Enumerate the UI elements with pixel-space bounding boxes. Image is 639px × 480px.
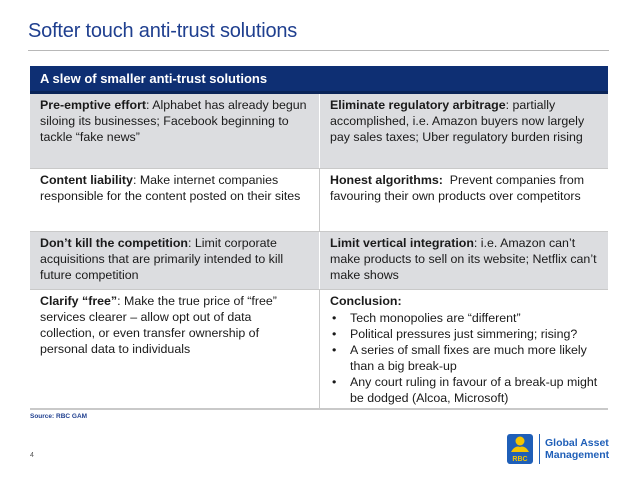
cell-lead: Honest algorithms: [330,173,443,187]
list-item: • Tech monopolies are “different” [330,310,598,326]
cell-lead: Don’t kill the competition [40,236,188,250]
table-cell-pre-emptive-effort [30,94,319,168]
cell-text: : Make internet companies responsible for the content posted on their sites [40,173,301,203]
table-cell-content-liability [30,169,319,231]
table-row [30,94,608,168]
table-row [30,168,608,232]
cell-lead: Pre-emptive effort [40,98,147,112]
cell-lead: Limit vertical integration [330,236,474,250]
rbc-lion-shield-icon [505,433,535,465]
cell-lead: Content liability [40,173,133,187]
logo-divider [539,434,540,464]
cell-text: : i.e. Amazon can’t make products to sell on its website; Netflix can’t make shows [330,236,597,282]
table-cell-conclusion [319,290,608,408]
table-cell-clarify-free [30,290,319,408]
list-item: • Political pressures just simmering; rising? [330,326,598,342]
cell-text: Prevent companies from favouring their own products over competitors [330,173,588,203]
logo-line-1: Global Asset [545,437,609,449]
cell-text: : Limit corporate acquisitions that are primarily intended to kill future competition [40,236,284,282]
cell-text: : Make the true price of “free” services clearer – allow opt out of data collection, or even transfer ownership of personal data to individuals [40,294,277,356]
cell-text: : Alphabet has already begun siloing its businesses; Facebook beginning to tackle “fake news” [40,98,307,144]
cell-lead: Eliminate regulatory arbitrage [330,98,506,112]
table-header: A slew of smaller anti-trust solutions [30,66,608,94]
page-number: 4 [30,452,34,459]
list-item: • Any court ruling in favour of a break-up might be dodged (Alcoa, Microsoft) [330,374,598,406]
rbc-gam-logo [505,432,615,466]
table-cell-regulatory-arbitrage [319,94,608,168]
list-item: • A series of small fixes are much more likely than a big break-up [330,342,598,374]
logo-wordmark [545,437,609,461]
table-cell-honest-algorithms [319,169,608,231]
logo-brand-mark: RBC [512,456,528,463]
conclusion-heading: Conclusion: [330,294,402,308]
solutions-table [30,66,608,409]
table-cell-vertical-integration [319,232,608,289]
title-divider [28,50,609,51]
source-divider [30,409,608,410]
cell-lead: Clarify “free” [40,294,118,308]
conclusion-list [330,310,598,406]
logo-line-2: Management [545,449,610,461]
table-cell-dont-kill-competition [30,232,319,289]
page-title: Softer touch anti-trust solutions [28,20,298,42]
table-row [30,289,608,409]
cell-text: : partially accomplished, i.e. Amazon buyers now largely pay sales taxes; Uber regulatory burden rising [330,98,585,144]
table-row [30,232,608,289]
source-note: Source: RBC GAM [30,413,88,420]
